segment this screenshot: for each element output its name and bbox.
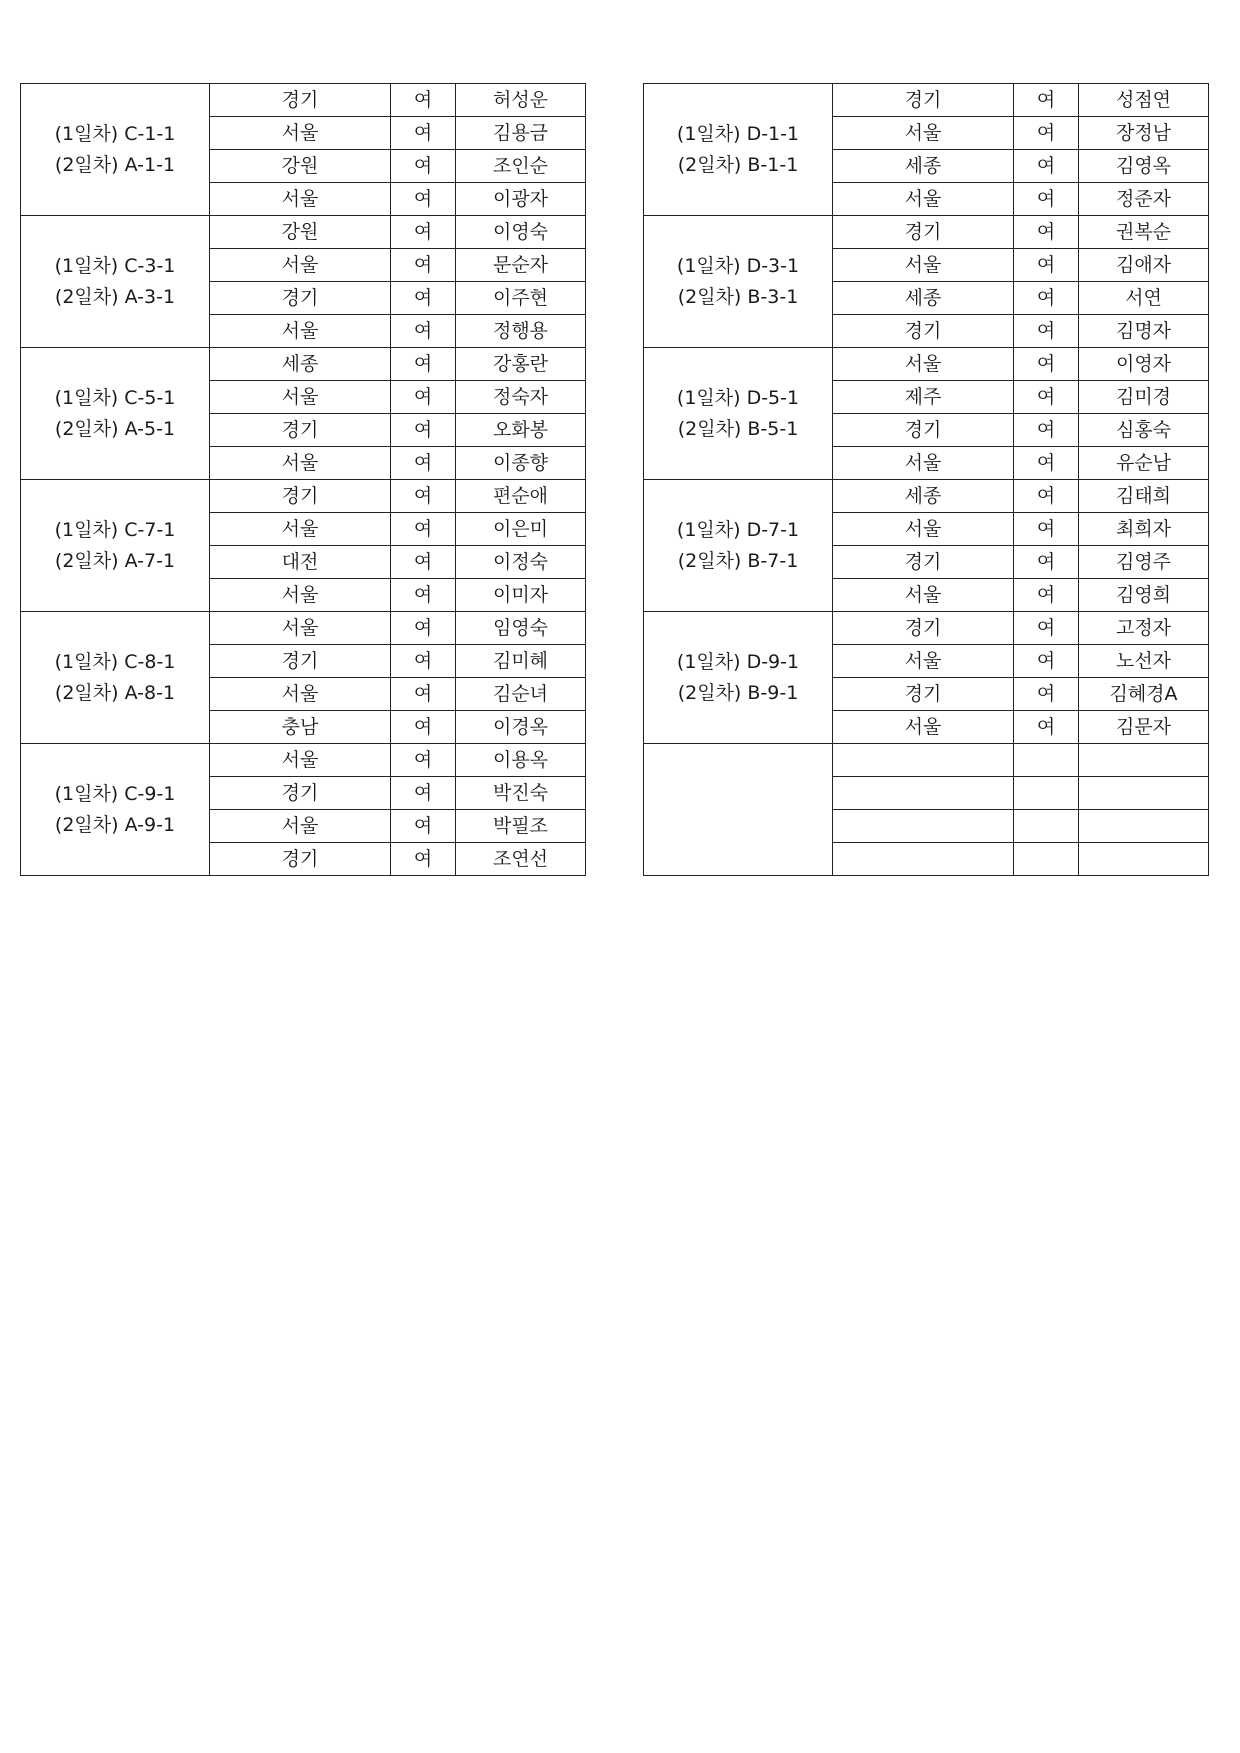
- gender-cell: 여: [391, 744, 456, 777]
- gender-cell: 여: [391, 117, 456, 150]
- group-label-cell: [21, 348, 210, 480]
- group-label-cell: [21, 480, 210, 612]
- name-cell: 이은미: [456, 513, 586, 546]
- gender-cell: 여: [391, 315, 456, 348]
- gender-cell: 여: [1014, 513, 1079, 546]
- region-cell: 세종: [833, 282, 1014, 315]
- gender-cell: 여: [391, 447, 456, 480]
- gender-cell: 여: [1014, 579, 1079, 612]
- name-cell: 조인순: [456, 150, 586, 183]
- table-row: [21, 612, 586, 645]
- name-cell: 이용옥: [456, 744, 586, 777]
- region-cell: 강원: [210, 150, 391, 183]
- region-cell: 경기: [210, 414, 391, 447]
- gender-cell: 여: [1014, 645, 1079, 678]
- gender-cell: 여: [1014, 315, 1079, 348]
- name-cell: 이영숙: [456, 216, 586, 249]
- day1-group-code: (1일차) D-1-1: [676, 122, 800, 145]
- day2-group-code: (2일차) A-3-1: [54, 285, 176, 308]
- gender-cell: 여: [1014, 447, 1079, 480]
- gender-cell: 여: [391, 579, 456, 612]
- region-cell: 경기: [210, 777, 391, 810]
- gender-cell: 여: [1014, 381, 1079, 414]
- name-cell: 이주현: [456, 282, 586, 315]
- name-cell: 김명자: [1079, 315, 1209, 348]
- table-row: [21, 348, 586, 381]
- roster-body-left: [21, 84, 586, 876]
- region-cell: 경기: [210, 84, 391, 117]
- region-cell: 서울: [210, 381, 391, 414]
- gender-cell: 여: [391, 183, 456, 216]
- table-row: [644, 84, 1209, 117]
- day2-group-code: (2일차) A-5-1: [54, 417, 176, 440]
- group-label-cell: [21, 612, 210, 744]
- gender-cell: 여: [1014, 678, 1079, 711]
- name-cell: [1079, 810, 1209, 843]
- gender-cell: 여: [391, 348, 456, 381]
- group-label-cell: [644, 612, 833, 744]
- region-cell: 세종: [833, 150, 1014, 183]
- name-cell: 서연: [1079, 282, 1209, 315]
- region-cell: 제주: [833, 381, 1014, 414]
- gender-cell: 여: [391, 612, 456, 645]
- region-cell: 서울: [833, 513, 1014, 546]
- gender-cell: 여: [391, 513, 456, 546]
- name-cell: 김태희: [1079, 480, 1209, 513]
- day2-group-code: (2일차) B-1-1: [677, 153, 799, 176]
- region-cell: [833, 744, 1014, 777]
- table-row: [21, 744, 586, 777]
- region-cell: 서울: [833, 348, 1014, 381]
- name-cell: 조연선: [456, 843, 586, 876]
- name-cell: 권복순: [1079, 216, 1209, 249]
- region-cell: 경기: [833, 315, 1014, 348]
- name-cell: 김순녀: [456, 678, 586, 711]
- region-cell: 서울: [210, 579, 391, 612]
- day2-group-code: (2일차) B-5-1: [677, 417, 799, 440]
- region-cell: 서울: [210, 612, 391, 645]
- day1-group-code: (1일차) D-5-1: [676, 386, 800, 409]
- region-cell: 경기: [833, 612, 1014, 645]
- table-row: [21, 216, 586, 249]
- name-cell: 이종향: [456, 447, 586, 480]
- region-cell: [833, 810, 1014, 843]
- name-cell: 정행용: [456, 315, 586, 348]
- gender-cell: 여: [391, 150, 456, 183]
- name-cell: 이영자: [1079, 348, 1209, 381]
- region-cell: 경기: [833, 216, 1014, 249]
- gender-cell: [1014, 744, 1079, 777]
- name-cell: 김미혜: [456, 645, 586, 678]
- table-row: [644, 480, 1209, 513]
- region-cell: 서울: [833, 711, 1014, 744]
- gender-cell: 여: [391, 249, 456, 282]
- region-cell: 서울: [833, 645, 1014, 678]
- gender-cell: 여: [1014, 546, 1079, 579]
- gender-cell: 여: [1014, 249, 1079, 282]
- gender-cell: 여: [391, 843, 456, 876]
- region-cell: 서울: [210, 810, 391, 843]
- day1-group-code: (1일차) D-3-1: [676, 254, 800, 277]
- region-cell: 서울: [833, 183, 1014, 216]
- group-label-cell: [21, 216, 210, 348]
- gender-cell: 여: [1014, 117, 1079, 150]
- table-row: [644, 216, 1209, 249]
- group-label-cell: [644, 84, 833, 216]
- region-cell: 서울: [833, 117, 1014, 150]
- gender-cell: 여: [391, 678, 456, 711]
- group-label-cell: [21, 744, 210, 876]
- gender-cell: 여: [391, 381, 456, 414]
- day1-group-code: (1일차) C-7-1: [54, 518, 176, 541]
- day2-group-code: (2일차) B-7-1: [677, 549, 799, 572]
- gender-cell: 여: [1014, 414, 1079, 447]
- region-cell: 서울: [833, 447, 1014, 480]
- gender-cell: 여: [1014, 216, 1079, 249]
- gender-cell: 여: [391, 282, 456, 315]
- day1-group-code: (1일차) C-3-1: [54, 254, 176, 277]
- gender-cell: 여: [1014, 612, 1079, 645]
- name-cell: 이경옥: [456, 711, 586, 744]
- name-cell: 문순자: [456, 249, 586, 282]
- gender-cell: 여: [1014, 150, 1079, 183]
- day2-group-code: (2일차) A-8-1: [54, 681, 176, 704]
- region-cell: 서울: [210, 447, 391, 480]
- gender-cell: 여: [1014, 183, 1079, 216]
- name-cell: 심홍숙: [1079, 414, 1209, 447]
- region-cell: 경기: [833, 84, 1014, 117]
- region-cell: 서울: [210, 678, 391, 711]
- name-cell: 성점연: [1079, 84, 1209, 117]
- gender-cell: 여: [391, 546, 456, 579]
- region-cell: [833, 777, 1014, 810]
- gender-cell: [1014, 777, 1079, 810]
- gender-cell: 여: [391, 777, 456, 810]
- region-cell: 서울: [833, 579, 1014, 612]
- table-row: [21, 480, 586, 513]
- gender-cell: 여: [391, 480, 456, 513]
- name-cell: 김용금: [456, 117, 586, 150]
- name-cell: 노선자: [1079, 645, 1209, 678]
- name-cell: 오화봉: [456, 414, 586, 447]
- gender-cell: 여: [1014, 282, 1079, 315]
- name-cell: 편순애: [456, 480, 586, 513]
- region-cell: 세종: [833, 480, 1014, 513]
- gender-cell: 여: [391, 711, 456, 744]
- gender-cell: 여: [391, 84, 456, 117]
- name-cell: [1079, 777, 1209, 810]
- gender-cell: 여: [1014, 711, 1079, 744]
- roster-body-right: [644, 84, 1209, 876]
- day2-group-code: (2일차) A-7-1: [54, 549, 176, 572]
- region-cell: 서울: [210, 315, 391, 348]
- name-cell: 임영숙: [456, 612, 586, 645]
- group-label-cell: [644, 480, 833, 612]
- region-cell: 경기: [210, 480, 391, 513]
- region-cell: 대전: [210, 546, 391, 579]
- region-cell: 경기: [833, 546, 1014, 579]
- day1-group-code: (1일차) D-9-1: [676, 650, 800, 673]
- region-cell: 강원: [210, 216, 391, 249]
- region-cell: 서울: [210, 744, 391, 777]
- name-cell: 김문자: [1079, 711, 1209, 744]
- region-cell: 경기: [210, 282, 391, 315]
- name-cell: 김미경: [1079, 381, 1209, 414]
- name-cell: 박진숙: [456, 777, 586, 810]
- table-row: [644, 612, 1209, 645]
- group-label-cell: [644, 348, 833, 480]
- roster-table-left: [20, 83, 586, 876]
- name-cell: 고정자: [1079, 612, 1209, 645]
- table-row: [644, 744, 1209, 777]
- region-cell: 세종: [210, 348, 391, 381]
- region-cell: 서울: [210, 249, 391, 282]
- name-cell: 최희자: [1079, 513, 1209, 546]
- region-cell: 서울: [833, 249, 1014, 282]
- region-cell: 경기: [210, 645, 391, 678]
- gender-cell: 여: [1014, 348, 1079, 381]
- day2-group-code: (2일차) A-1-1: [54, 153, 176, 176]
- region-cell: 경기: [833, 414, 1014, 447]
- name-cell: 김영주: [1079, 546, 1209, 579]
- gender-cell: 여: [1014, 84, 1079, 117]
- day1-group-code: (1일차) C-5-1: [54, 386, 176, 409]
- name-cell: 김혜경A: [1079, 678, 1209, 711]
- name-cell: 김영희: [1079, 579, 1209, 612]
- region-cell: 경기: [210, 843, 391, 876]
- table-row: [21, 84, 586, 117]
- group-label-cell: [644, 216, 833, 348]
- table-row: [644, 348, 1209, 381]
- region-cell: [833, 843, 1014, 876]
- name-cell: 정준자: [1079, 183, 1209, 216]
- gender-cell: [1014, 810, 1079, 843]
- gender-cell: [1014, 843, 1079, 876]
- region-cell: 경기: [833, 678, 1014, 711]
- name-cell: 김영옥: [1079, 150, 1209, 183]
- group-label-cell: [644, 744, 833, 876]
- name-cell: 박필조: [456, 810, 586, 843]
- name-cell: 김애자: [1079, 249, 1209, 282]
- day2-group-code: (2일차) A-9-1: [54, 813, 176, 836]
- name-cell: 장정남: [1079, 117, 1209, 150]
- gender-cell: 여: [1014, 480, 1079, 513]
- name-cell: 강홍란: [456, 348, 586, 381]
- roster-table-right: [643, 83, 1209, 876]
- name-cell: 이정숙: [456, 546, 586, 579]
- gender-cell: 여: [391, 645, 456, 678]
- name-cell: 이미자: [456, 579, 586, 612]
- name-cell: 이광자: [456, 183, 586, 216]
- region-cell: 충남: [210, 711, 391, 744]
- day1-group-code: (1일차) C-8-1: [54, 650, 176, 673]
- day1-group-code: (1일차) C-9-1: [54, 782, 176, 805]
- day1-group-code: (1일차) C-1-1: [54, 122, 176, 145]
- group-label-cell: [21, 84, 210, 216]
- gender-cell: 여: [391, 216, 456, 249]
- name-cell: [1079, 744, 1209, 777]
- day2-group-code: (2일차) B-9-1: [677, 681, 799, 704]
- region-cell: 서울: [210, 183, 391, 216]
- gender-cell: 여: [391, 810, 456, 843]
- name-cell: [1079, 843, 1209, 876]
- name-cell: 유순남: [1079, 447, 1209, 480]
- day2-group-code: (2일차) B-3-1: [677, 285, 799, 308]
- day1-group-code: (1일차) D-7-1: [676, 518, 800, 541]
- region-cell: 서울: [210, 117, 391, 150]
- region-cell: 서울: [210, 513, 391, 546]
- name-cell: 정숙자: [456, 381, 586, 414]
- gender-cell: 여: [391, 414, 456, 447]
- name-cell: 허성운: [456, 84, 586, 117]
